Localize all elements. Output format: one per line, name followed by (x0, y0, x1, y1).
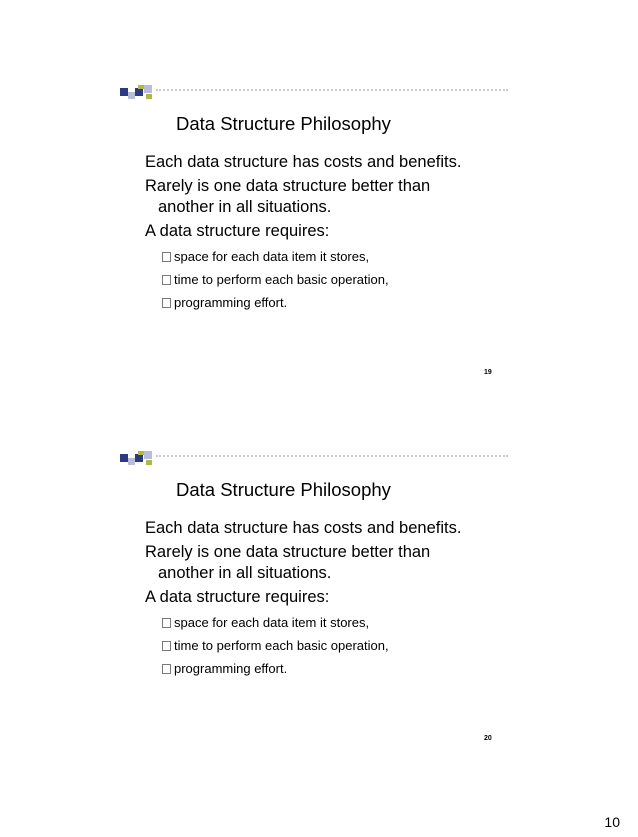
slide-number: 20 (484, 735, 492, 742)
slide-number: 19 (484, 369, 492, 376)
slide-19 (0, 0, 638, 376)
bullet-item: A data structure requires: (145, 588, 330, 606)
bullet-list (145, 152, 545, 311)
bullet-box-icon (162, 664, 171, 674)
slide-decoration-icon (120, 449, 156, 467)
bullet-box-icon (162, 641, 171, 651)
sub-bullet-item: programming effort. (145, 295, 545, 311)
title-rule (156, 89, 508, 91)
bullet-item: Rarely is one data structure better than another in all situations. (145, 543, 431, 582)
bullet-box-icon (162, 252, 171, 262)
sub-bullet-item: space for each data item it stores, (145, 615, 545, 631)
page-number: 10 (604, 814, 620, 830)
bullet-item: Each data structure has costs and benefits. (145, 519, 462, 537)
bullet-item: A data structure requires: (145, 222, 330, 240)
bullet-list (145, 518, 545, 677)
slide-title: Data Structure Philosophy (176, 113, 391, 134)
bullet-box-icon (162, 275, 171, 285)
sub-bullet-item: space for each data item it stores, (145, 249, 545, 265)
title-rule (156, 455, 508, 457)
sub-bullet-item: time to perform each basic operation, (145, 272, 545, 288)
bullet-box-icon (162, 618, 171, 628)
slide-title: Data Structure Philosophy (176, 479, 391, 500)
sub-bullet-item: time to perform each basic operation, (145, 638, 545, 654)
sub-bullet-item: programming effort. (145, 661, 545, 677)
bullet-item: Each data structure has costs and benefits. (145, 153, 462, 171)
bullet-box-icon (162, 298, 171, 308)
slide-20 (0, 366, 638, 742)
bullet-item: Rarely is one data structure better than another in all situations. (145, 177, 431, 216)
slide-decoration-icon (120, 83, 156, 101)
